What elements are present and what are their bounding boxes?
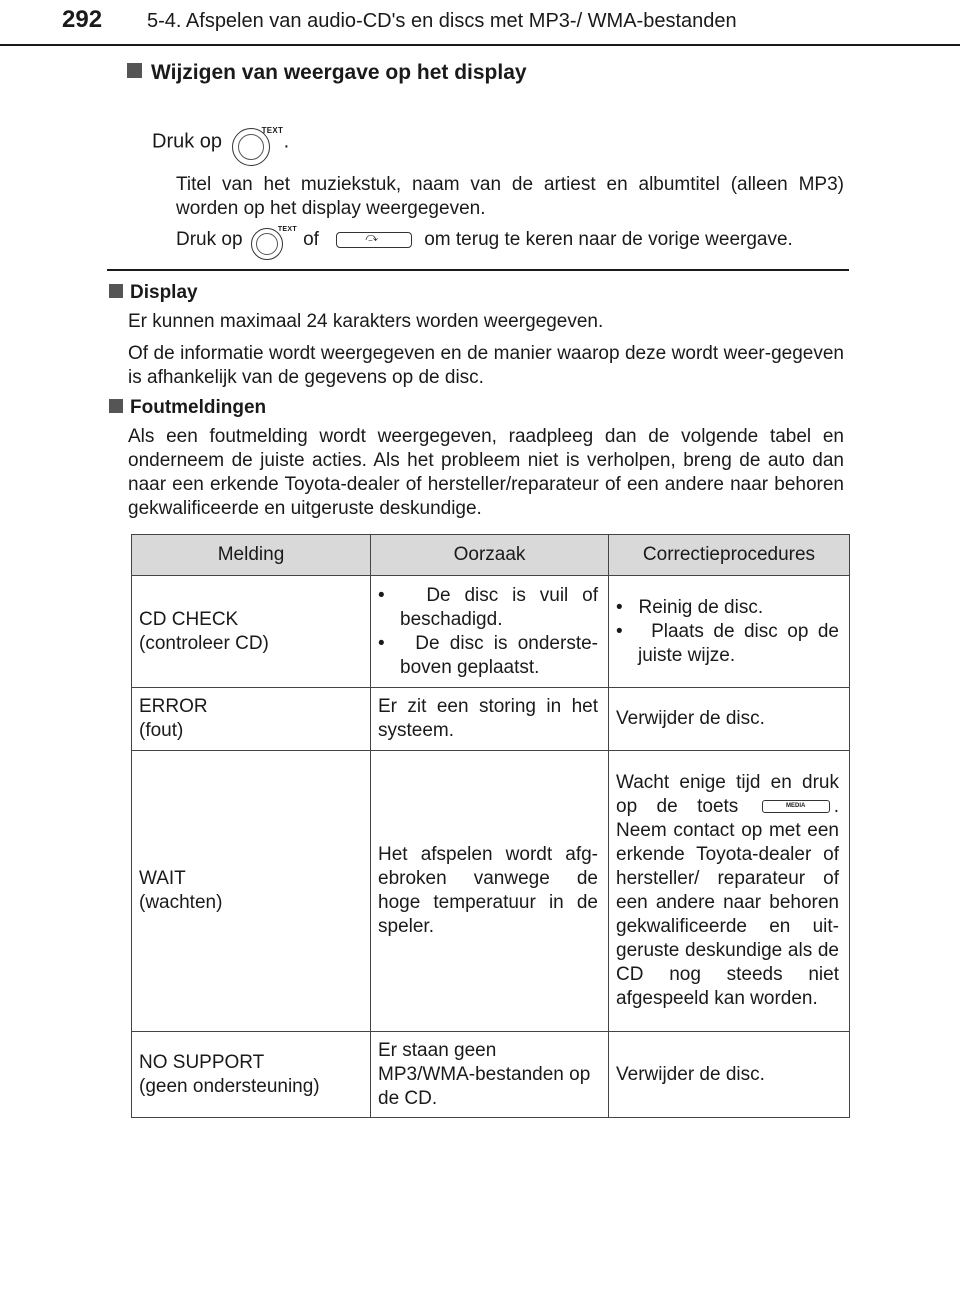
back-button-icon: ⤼ (336, 232, 412, 248)
cell-melding: CD CHECK (controleer CD) (132, 576, 371, 688)
chapter-title: 5-4. Afspelen van audio-CD's en discs met MP3-/ WMA-bestanden (147, 10, 737, 32)
header-melding: Melding (132, 535, 371, 576)
list-item: • De disc is onderste-boven geplaatst. (378, 632, 598, 678)
display-text-1: Er kunnen maximaal 24 karakters worden weergegeven. (128, 311, 604, 332)
cell-melding: NO SUPPORT (geen ondersteuning) (132, 1032, 371, 1118)
list-item: • Reinig de disc. (616, 596, 764, 618)
table-row (132, 751, 850, 1032)
page-header (0, 0, 960, 46)
display-text-2: Of de informatie wordt weergegeven en de manier waarop deze wordt weer-gegeven is afhankelijk van de gegevens op de disc. (128, 343, 844, 388)
table-row (132, 576, 850, 688)
table-row (132, 688, 850, 751)
text-knob-icon: TEXT (228, 120, 284, 164)
media-button-icon: MEDIA (762, 800, 830, 813)
cell-oorzaak (371, 576, 609, 688)
text-knob-icon: TEXT (248, 223, 298, 257)
cell-correctie: Verwijder de disc. (609, 1032, 850, 1118)
cell-oorzaak: Er staan geen MP3/WMA-bestanden op de CD. (371, 1032, 609, 1118)
cell-melding: WAIT (wachten) (132, 751, 371, 1032)
square-icon (127, 63, 142, 78)
step-return: Druk op TEXT of ⤼ om terug te keren naar de vorige weergave. (176, 223, 856, 257)
table-header-row (132, 535, 850, 576)
table-row (132, 1032, 850, 1118)
section-title-display-change: Wijzigen van weergave op het display (127, 60, 527, 86)
header-correctie: Correctieprocedures (609, 535, 850, 576)
cell-melding: ERROR (fout) (132, 688, 371, 751)
list-item: • Plaats de disc op de juiste wijze. (616, 620, 839, 666)
display-info-text: Titel van het muziekstuk, naam van de artiest en albumtitel (alleen MP3) worden op het display weergegeven. (176, 174, 844, 219)
step-press-text: Druk op TEXT . (152, 120, 289, 164)
cell-oorzaak: Het afspelen wordt afg-ebroken vanwege de hoge temperatuur in de speler. (371, 751, 609, 1032)
list-item: • De disc is vuil of beschadigd. (378, 584, 598, 630)
section-divider (107, 269, 849, 271)
cell-correctie (609, 576, 850, 688)
section-title-errors: Foutmeldingen (109, 396, 266, 420)
square-icon (109, 399, 123, 413)
error-table (131, 534, 850, 1118)
cell-correctie: Verwijder de disc. (609, 688, 850, 751)
errors-intro: Als een foutmelding wordt weergegeven, raadpleeg dan de volgende tabel en onderneem de juiste acties. Als het probleem niet is verholpen, breng de auto dan naar een erkende Toyota-dealer of hersteller/reparateur of een andere naar behoren gekwalificeerde en uitgeruste deskundige. (128, 426, 844, 519)
page-number: 292 (62, 6, 103, 33)
square-icon (109, 284, 123, 298)
cell-correctie: Wacht enige tijd en druk op de toets MEDIA . Neem contact op met een erkende Toyota-dealer of hersteller/ reparateur of een andere naar behoren gekwalificeerde en uit-geruste deskundige als de CD nog steeds niet afgespeeld kan worden. (609, 751, 850, 1032)
section-title-display: Display (109, 281, 198, 305)
header-divider (0, 44, 960, 46)
cell-oorzaak: Er zit een storing in het systeem. (371, 688, 609, 751)
header-oorzaak: Oorzaak (371, 535, 609, 576)
